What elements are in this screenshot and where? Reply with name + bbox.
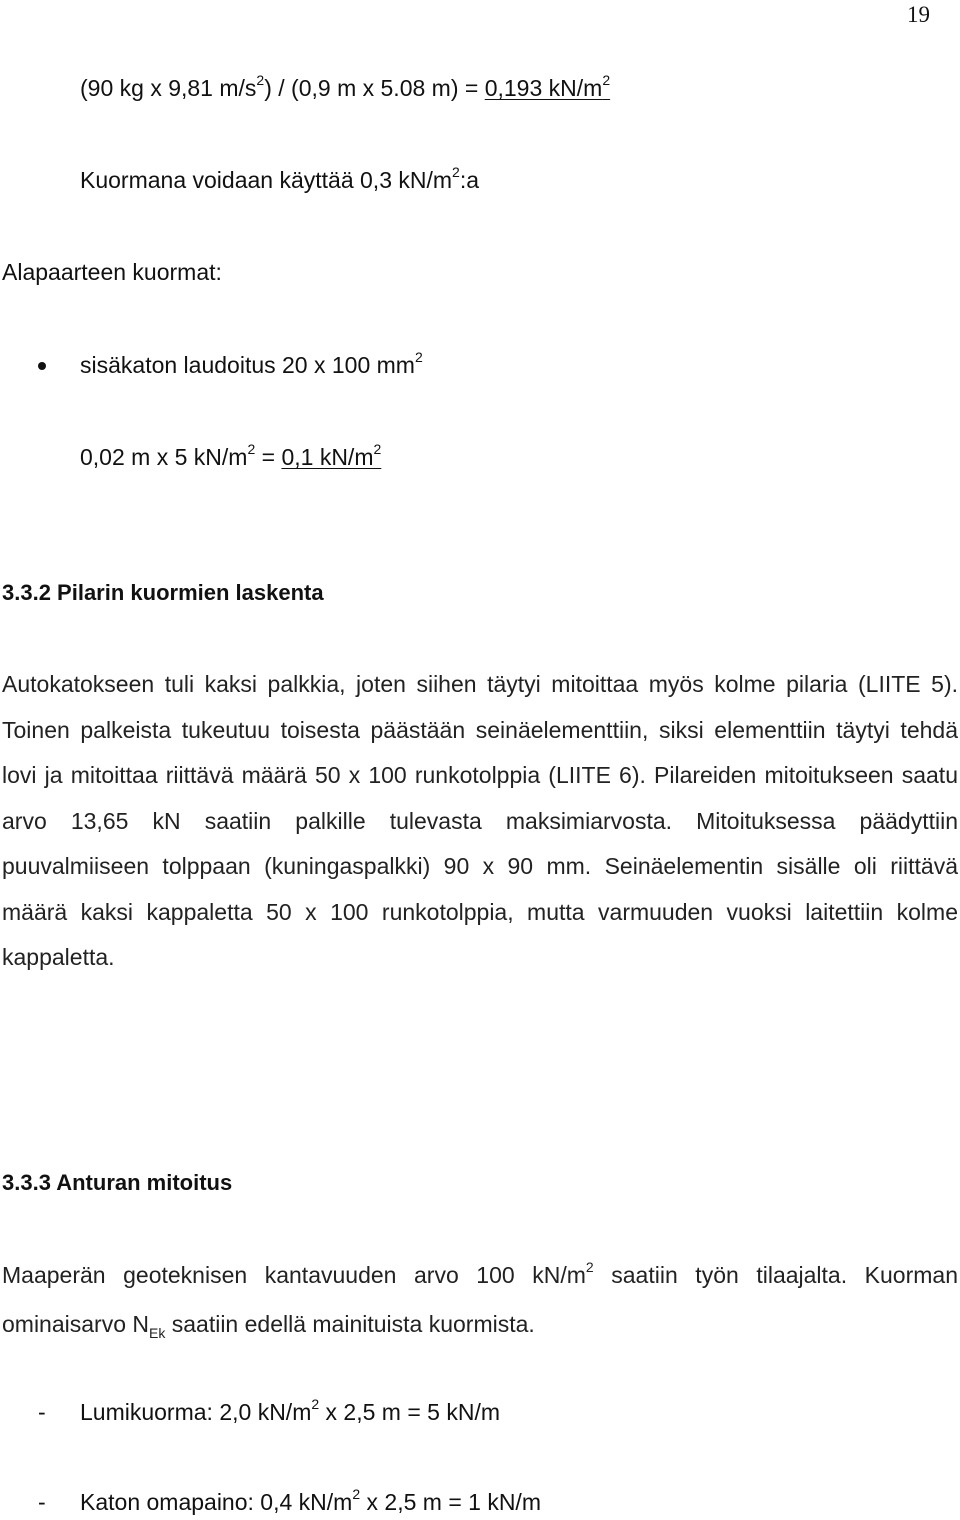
- bullet-ceiling-boarding: sisäkaton laudoitus 20 x 100 $mm^2$: [80, 349, 423, 378]
- page-number: 19: [907, 2, 930, 27]
- list-item-roof-self-weight: Katon omapaino: 0,4 $kN/m^2$ x 2,5 m = 1 kN/m: [80, 1486, 541, 1515]
- dash-marker: -: [38, 1399, 46, 1425]
- dash-marker: -: [38, 1489, 46, 1515]
- bullet-icon: [38, 362, 46, 370]
- section-heading-3-3-2: 3.3.2 Pilarin kuormien laskenta: [2, 580, 324, 605]
- load-usage-line: Kuormana voidaan käyttää 0,3 $kN/m^2:a$: [80, 164, 480, 193]
- section-paragraph-3-3-3: Maaperän geoteknisen kantavuuden arvo 100 $kN/m^2$ saatiin työn tilaajalta. Kuorman ominaisarvo $N_{Ek}$ saatiin edellä mainituista kuormista.: [2, 1259, 958, 1341]
- section-paragraph-3-3-2: Autokatokseen tuli kaksi palkkia, joten siihen täytyi mitoittaa myös kolme pilaria (LIITE 5). Toinen palkeista tukeutuu toisesta päästään seinäelementtiin, siksi elementtiin täytyi tehdä lovi ja mitoittaa riittävä määrä 50 x 100 runkotolppia (LIITE 6). Pilareiden mitoitukseen saatu arvo 13,65 kN saatiin palkille tulevasta maksimiarvosta. Mitoituksessa päädyttiin puuvalmiiseen tolppaan (kuningaspalkki) 90 x 90 mm. Seinäelementin sisälle oli riittävä määrä kaksi kappaletta 50 x 100 runkotolppia, mutta varmuuden vuoksi laitettiin kolme kappaletta.: [2, 671, 958, 970]
- formula-self-weight: (90 kg x 9,81 $m/s^2) / (0,9$ m x 5.08 m) = 0,193 $kN/m^2$: [80, 72, 611, 101]
- lower-chord-title: Alapaarteen kuormat:: [2, 259, 222, 285]
- formula-ceiling-load: 0,02 m x 5 $kN/m^2 = 0,1$ $kN/m^2$: [80, 441, 382, 470]
- section-heading-3-3-3: 3.3.3 Anturan mitoitus: [2, 1170, 233, 1195]
- list-item-snow-load: Lumikuorma: 2,0 $kN/m^2$ x 2,5 m = 5 kN/m: [80, 1396, 501, 1425]
